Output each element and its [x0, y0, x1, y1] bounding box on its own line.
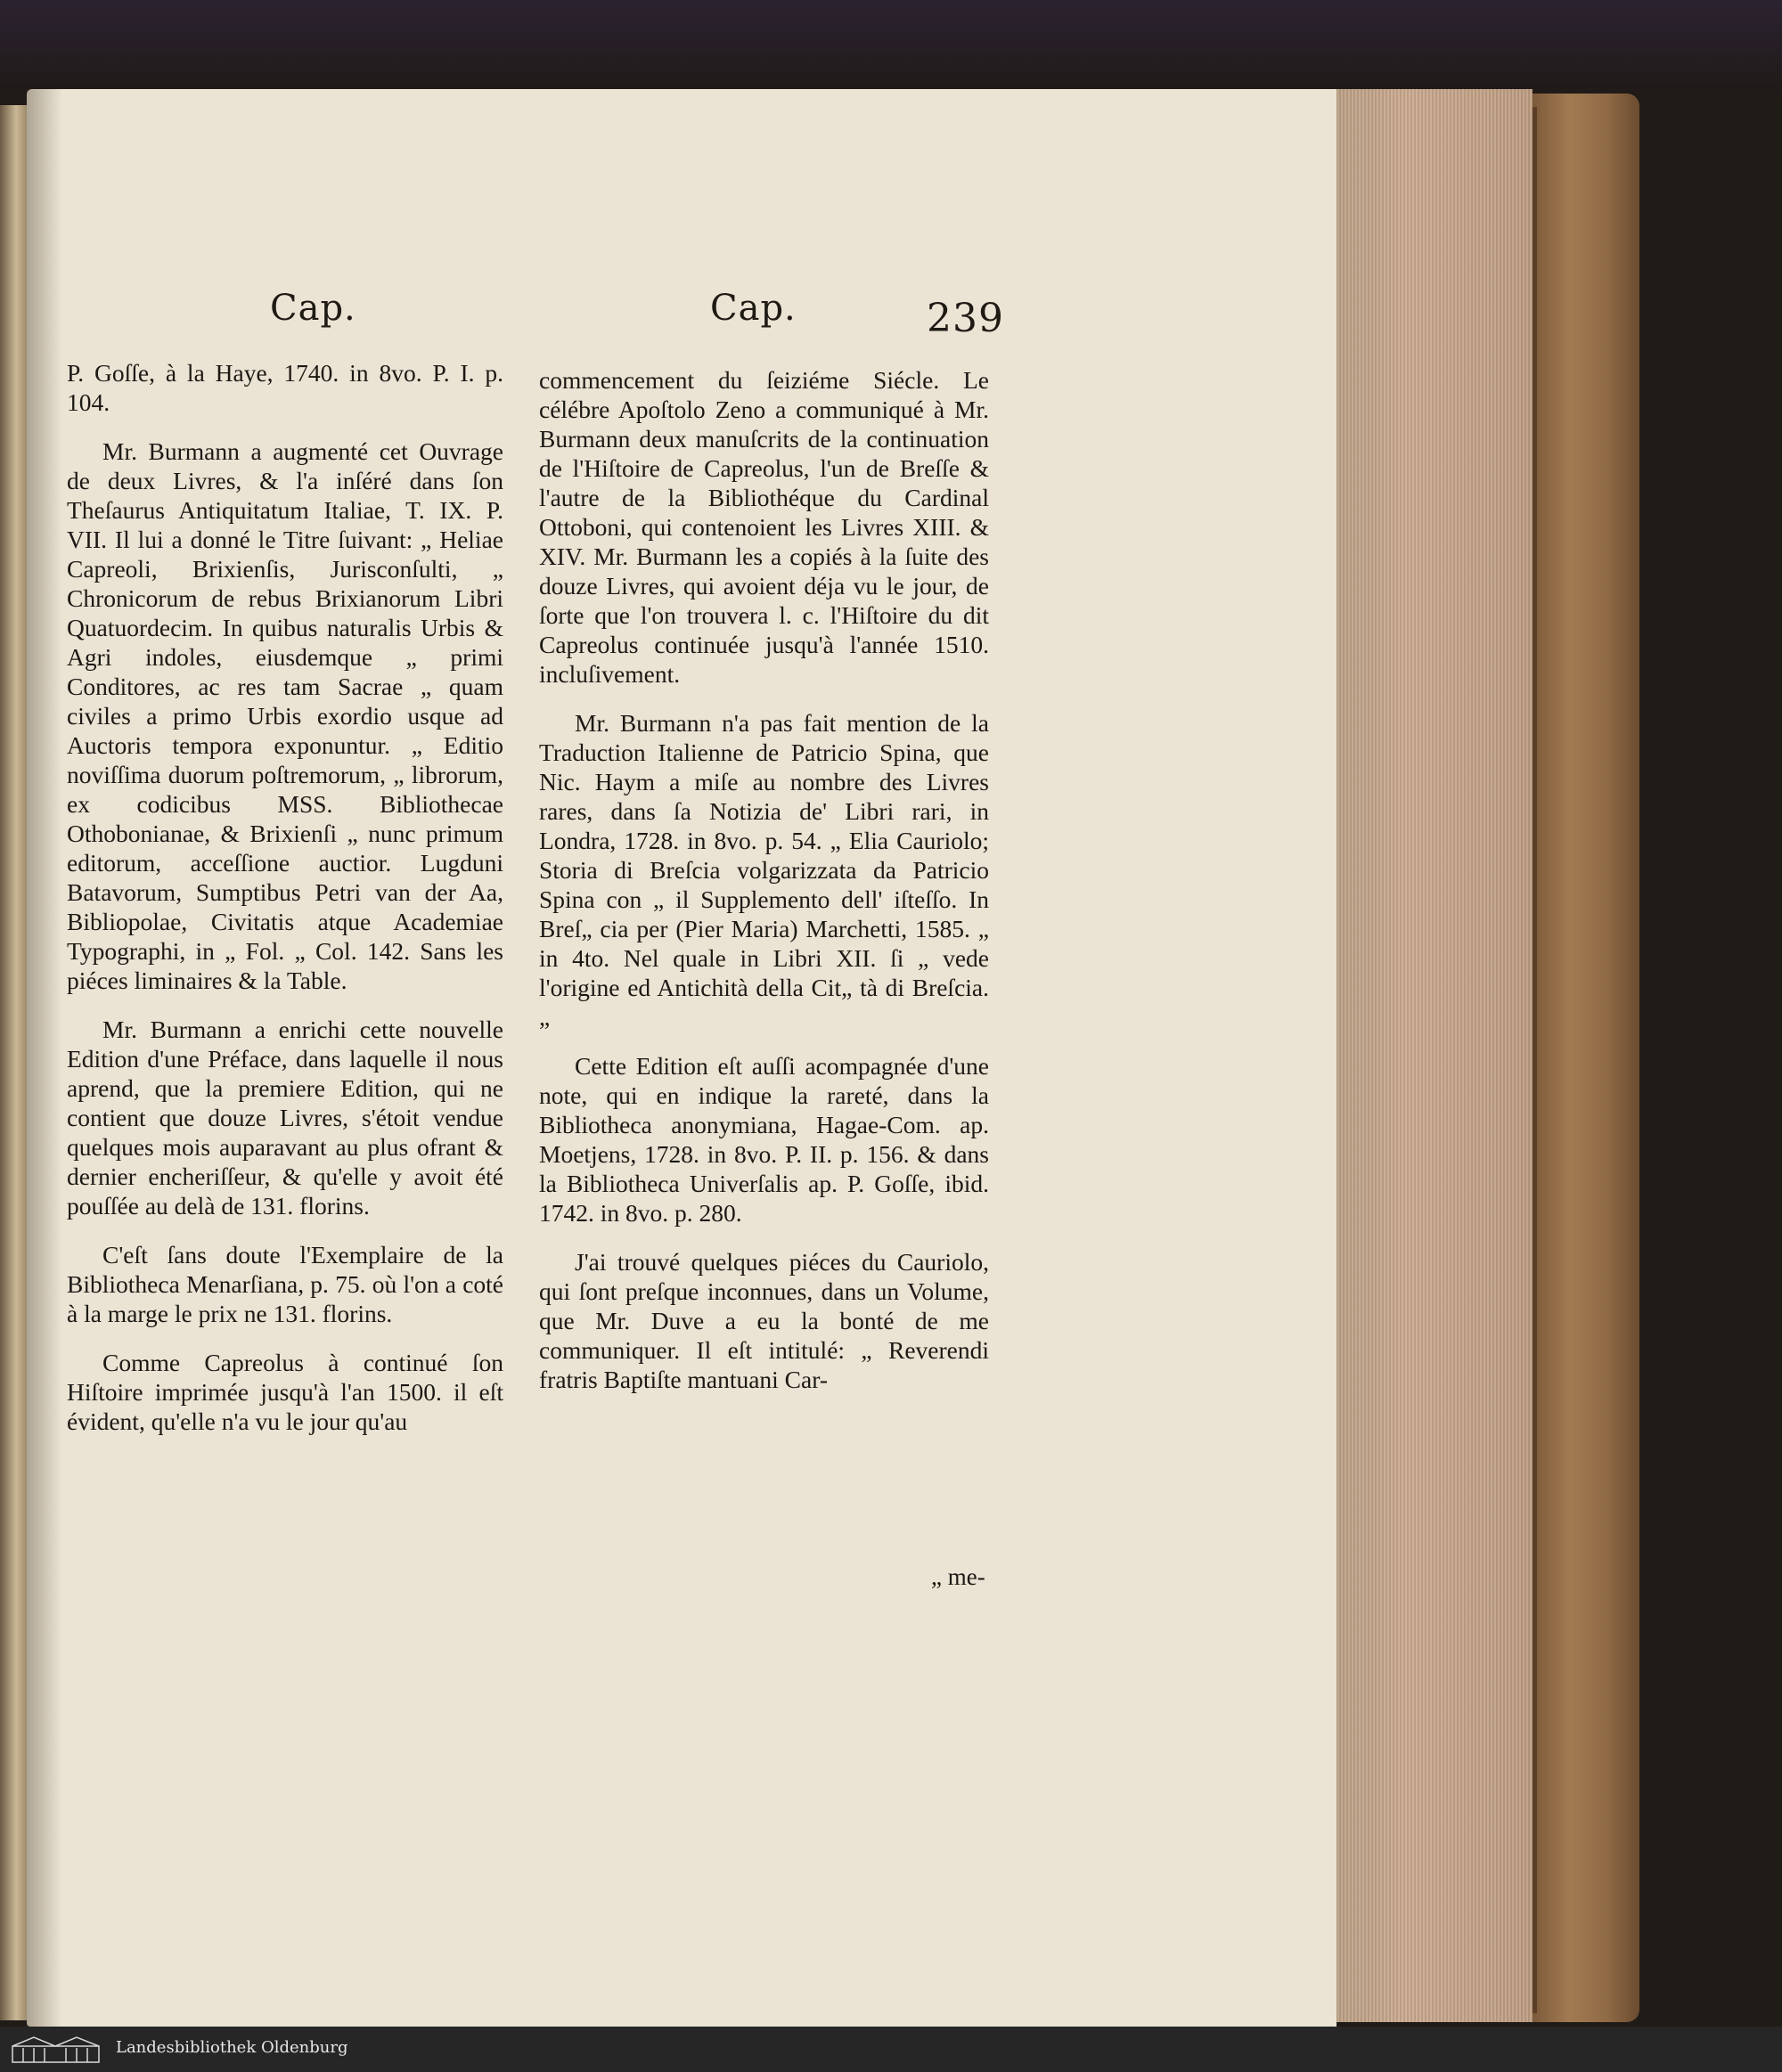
- catchword: „ me-: [931, 1563, 985, 1590]
- previous-page-edge: [0, 105, 27, 2020]
- left-text-column: [67, 358, 503, 1436]
- scan-background-top: [0, 0, 1782, 98]
- left-paragraph-3: Mr. Burmann a enrichi cette nouvelle Edition d'une Préface, dans laquelle il nous aprend, que la premiere Edition, qui ne contient que douze Livres, s'étoit vendue quelques mois auparavant au plus ofrant & dernier encheriſſeur, & qu'elle y avoit été pouſſée au delà de 131. florins.: [67, 1016, 503, 1220]
- running-head-left: Cap.: [270, 288, 356, 329]
- right-paragraph-3: Cette Edition eſt auſſi acompagnée d'une note, qui en indique la rareté, dans la Bibliotheca anonymiana, Hagae-Com. ap. Moetjens, 1728. in 8vo. P. II. p. 156. & dans la Bibliotheca Univerſalis ap. P. Goſſe, ibid. 1742. in 8vo. p. 280.: [539, 1052, 989, 1227]
- page-gutter-shadow: [27, 89, 62, 2027]
- footer-bar: [0, 2027, 1782, 2072]
- library-name: Landesbibliothek Oldenburg: [116, 2038, 348, 2057]
- right-paragraph-1: commencement du ſeiziéme Siécle. Le célébre Apoſtolo Zeno a communiqué à Mr. Burmann deux manuſcrits de la continuation de l'Hiſtoire de Capreolus, l'un de Breſſe & l'autre de la Bibliothéque du Cardinal Ottoboni, qui contenoient les Livres XIII. & XIV. Mr. Burmann les a copiés à la ſuite des douze Livres, qui avoient déja vu le jour, de ſorte que l'on trouvera l. c. l'Hiſtoire du dit Capreolus continuée jusqu'à l'année 1510. incluſivement.: [539, 366, 989, 688]
- right-text-column: [539, 365, 989, 1394]
- book-cover-edge: [1533, 94, 1639, 2022]
- library-building-icon: [9, 2034, 102, 2064]
- right-paragraph-4: J'ai trouvé quelques piéces du Cauriolo, qui ſont preſque inconnues, dans un Volume, que Mr. Duve a eu la bonté de me communiquer. Il eſt intitulé: „ Reverendi fratris Baptiſte mantuani Car-: [539, 1248, 989, 1393]
- page-number: 239: [927, 296, 1004, 341]
- left-paragraph-1: P. Goſſe, à la Haye, 1740. in 8vo. P. I. p. 104.: [67, 359, 503, 416]
- running-head-right: Cap.: [710, 288, 797, 329]
- right-paragraph-2: Mr. Burmann n'a pas fait mention de la Traduction Italienne de Patricio Spina, que Nic. Haym a miſe au nombre des Livres rares, dans ſa Notizia de' Libri rari, in Londra, 1728. in 8vo. p. 54. „ Elia Cauriolo; Storia di Breſcia volgarizzata da Patricio Spina con „ il Supplemento dell' iſteſſo. In Breſ„ cia per (Pier Maria) Marchetti, 1585. „ in 4to. Nel quale in Libri XII. ſi „ vede l'origine ed Antichità della Cit„ tà di Breſcia. „: [539, 709, 989, 1031]
- page-block-edge: [1323, 89, 1533, 2022]
- left-paragraph-5: Comme Capreolus à continué ſon Hiſtoire imprimée jusqu'à l'an 1500. il eſt évident, qu'elle n'a vu le jour qu'au: [67, 1349, 503, 1435]
- left-paragraph-2: Mr. Burmann a augmenté cet Ouvrage de deux Livres, & l'a inſéré dans ſon Theſaurus Antiquitatum Italiae, T. IX. P. VII. Il lui a donné le Titre ſuivant: „ Heliae Capreoli, Brixienſis, Jurisconſulti, „ Chronicorum de rebus Brixianorum Libri Quatuordecim. In quibus naturalis Urbis & Agri indoles, eiusdemque „ primi Conditores, ac res tam Sacrae „ quam civiles a primo Urbis exordio usque ad Auctoris tempora exponuntur. „ Editio noviſſima duorum poſtremorum, „ librorum, ex codicibus MSS. Bibliothecae Othobonianae, & Brixienſi „ nunc primum editorum, acceſſione auctior. Lugduni Batavorum, Sumptibus Petri van der Aa, Bibliopolae, Civitatis atque Academiae Typographi, in „ Fol. „ Col. 142. Sans les piéces liminaires & la Table.: [67, 437, 503, 994]
- left-paragraph-4: C'eſt ſans doute l'Exemplaire de la Bibliotheca Menarſiana, p. 75. où l'on a coté à la marge le prix ne 131. florins.: [67, 1241, 503, 1327]
